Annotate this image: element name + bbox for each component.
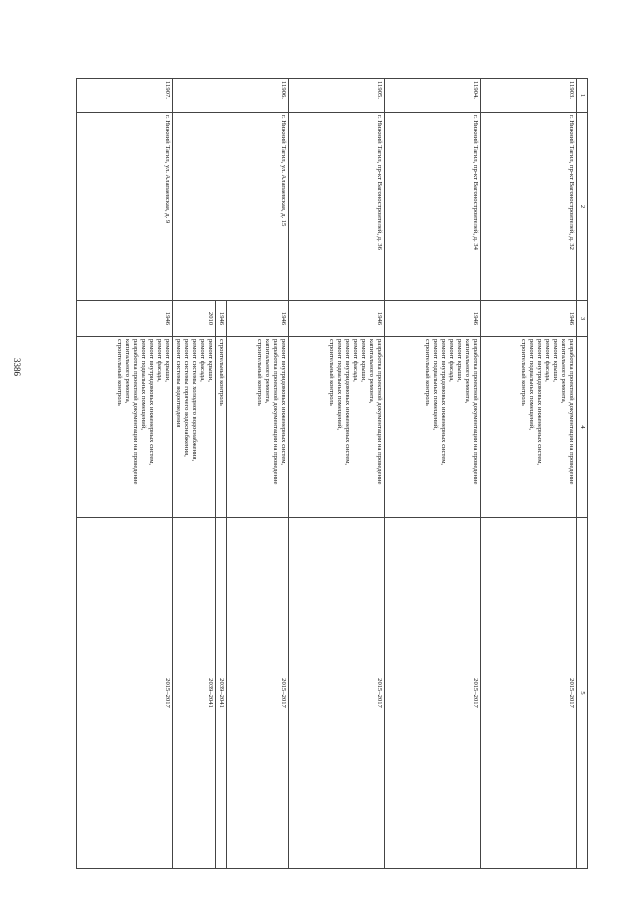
work-item: ремонт подвальных помещений, <box>527 339 535 430</box>
work-item: ремонт системы холодного водоснабжения, <box>190 339 198 462</box>
work-item: ремонт внутридомовых инженерных систем, <box>535 339 543 466</box>
year-cell: 1946 <box>480 301 576 337</box>
work-item: ремонт фасада, <box>351 339 359 382</box>
table-row <box>76 79 172 869</box>
header-col-2: 2 <box>576 113 587 301</box>
period-cell: 2015–2017 <box>480 518 576 869</box>
table-row <box>288 79 384 869</box>
year-cell: 2010 <box>172 301 215 337</box>
work-item: ремонт крыши, <box>551 339 559 382</box>
year-cell: 1946 <box>384 301 480 337</box>
work-item: ремонт подвальных помещений, <box>335 339 343 430</box>
year-cell: 1946 <box>288 301 384 337</box>
row-number: 11904. <box>384 79 480 113</box>
work-item: ремонт подвальных помещений, <box>431 339 439 430</box>
work-item: ремонт подвальных помещений, <box>139 339 147 430</box>
year-cell: 1946 <box>226 301 288 337</box>
address-cell: г. Нижний Тагил, ул. Алапаевская, д. 9 <box>76 113 172 301</box>
header-col-1: 1 <box>576 79 587 113</box>
works-cell <box>76 337 172 518</box>
period-cell: 2015–2017 <box>76 518 172 869</box>
works-cell <box>288 337 384 518</box>
works-cell <box>215 337 226 518</box>
works-cell <box>226 337 288 518</box>
work-item: разработка проектной документации на проведение капитального ремонта, <box>123 339 139 485</box>
row-number: 11907. <box>76 79 172 113</box>
header-col-4: 4 <box>576 337 587 518</box>
header-col-5: 5 <box>576 518 587 869</box>
address-cell: г. Нижний Тагил, ул. Алапаевская, д. 15 <box>172 113 288 301</box>
header-row <box>576 79 587 869</box>
work-item: ремонт внутридомовых инженерных систем, <box>343 339 351 466</box>
work-item: ремонт системы водоотведения <box>174 339 182 428</box>
period-cell: 2015–2017 <box>288 518 384 869</box>
year-cell: 1946 <box>76 301 172 337</box>
row-number: 11906. <box>172 79 288 113</box>
page-number: 3386 <box>12 358 22 376</box>
work-item: ремонт внутридомовых инженерных систем, <box>439 339 447 466</box>
work-item: строительный контроль <box>327 339 335 406</box>
address-cell: г. Нижний Тагил, пр-кт Вагоностроителей, д. 32 <box>480 113 576 301</box>
works-cell <box>172 337 215 518</box>
work-item: разработка проектной документации на проведение капитального ремонта, <box>559 339 575 485</box>
work-item: разработка проектной документации на проведение капитального ремонта, <box>463 339 479 485</box>
row-number: 11903. <box>480 79 576 113</box>
work-item: ремонт системы горячего водоснабжения, <box>182 339 190 457</box>
works-cell <box>384 337 480 518</box>
works-cell <box>480 337 576 518</box>
work-item: ремонт фасада, <box>447 339 455 382</box>
address-cell: г. Нижний Тагил, пр-кт Вагоностроителей, д. 36 <box>288 113 384 301</box>
work-item: разработка проектной документации на проведение капитального ремонта, <box>367 339 383 485</box>
work-item: ремонт внутридомовых инженерных систем, <box>279 339 287 466</box>
work-item: строительный контроль <box>519 339 527 406</box>
table-row <box>226 79 288 869</box>
work-item: ремонт крыши, <box>455 339 463 382</box>
work-item: ремонт крыши, <box>206 339 214 382</box>
work-item: ремонт крыши, <box>163 339 171 382</box>
period-cell: 2039–2041 <box>172 518 215 869</box>
table-row <box>384 79 480 869</box>
repair-program-table <box>76 78 588 869</box>
work-item: ремонт фасада, <box>155 339 163 382</box>
header-col-3: 3 <box>576 301 587 337</box>
work-item: разработка проектной документации на проведение капитального ремонта, <box>263 339 279 485</box>
address-cell: г. Нижний Тагил, пр-кт Вагоностроителей, д. 34 <box>384 113 480 301</box>
table-row <box>480 79 576 869</box>
work-item: ремонт внутридомовых инженерных систем, <box>147 339 155 466</box>
work-item: строительный контроль <box>255 339 263 406</box>
period-cell: 2015–2017 <box>384 518 480 869</box>
work-item: ремонт фасада, <box>198 339 206 382</box>
work-item: строительный контроль <box>217 339 225 406</box>
work-item: строительный контроль <box>115 339 123 406</box>
row-number: 11905. <box>288 79 384 113</box>
period-cell: 2039–2041 <box>215 518 226 869</box>
year-cell: 1946 <box>215 301 226 337</box>
work-item: ремонт крыши, <box>359 339 367 382</box>
period-cell: 2015–2017 <box>226 518 288 869</box>
work-item: строительный контроль <box>423 339 431 406</box>
work-item: ремонт фасада, <box>543 339 551 382</box>
table-body <box>76 79 576 869</box>
